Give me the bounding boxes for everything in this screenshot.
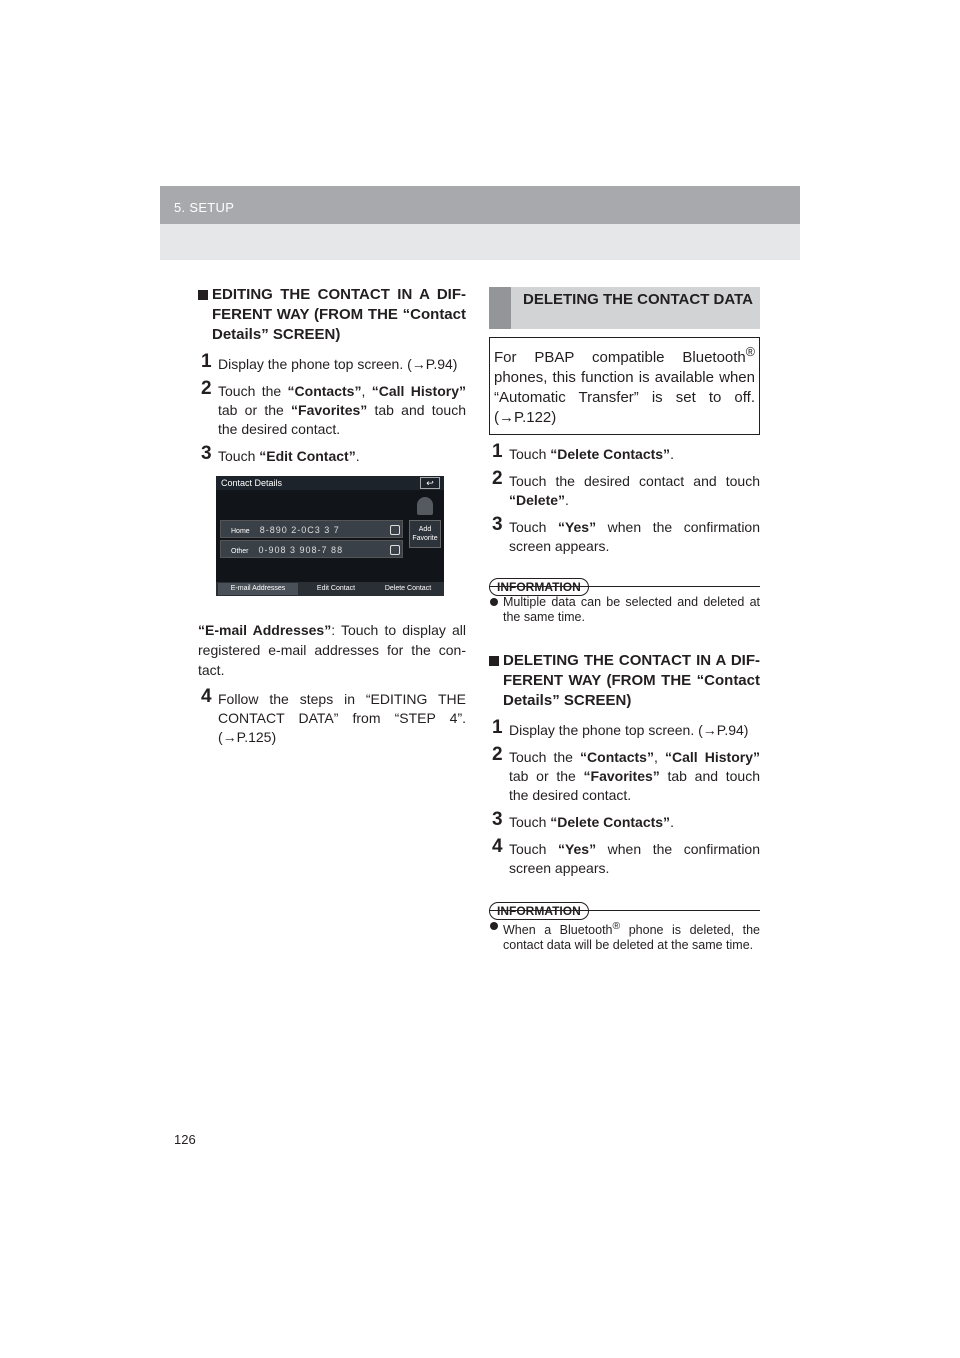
page-number: 126 bbox=[174, 1132, 196, 1147]
section-title-bar bbox=[489, 287, 760, 329]
section-label: 5. SETUP bbox=[174, 200, 235, 215]
delete-alt-step-4: 4 Touch “Yes” when the confirmation screen appears. bbox=[492, 836, 760, 876]
delete-step-1: 1 Touch “Delete Contacts”. bbox=[492, 441, 674, 462]
step-4: 4 Follow the steps in “EDITING THE CONTACT DATA” from “STEP 4”. (→P.125) bbox=[201, 686, 466, 745]
contact-details-screenshot bbox=[216, 476, 444, 596]
contact-row-other[interactable]: Other 0-908 3 908-7 88 bbox=[220, 540, 403, 558]
information-rule bbox=[489, 910, 760, 911]
contact-avatar-icon bbox=[417, 497, 433, 515]
header-subband bbox=[160, 224, 800, 260]
delete-alt-step-3: 3 Touch “Delete Contacts”. bbox=[492, 809, 674, 830]
add-favorite-button[interactable]: Add Favorite bbox=[409, 520, 441, 548]
phone-icon bbox=[390, 525, 400, 535]
subhead-deleting: DELETING THE CONTACT IN A DIF-FERENT WAY (FROM THE “Contact Details” SCREEN) bbox=[489, 651, 760, 711]
section-title: DELETING THE CONTACT DATA bbox=[523, 291, 753, 308]
header-band bbox=[160, 186, 800, 224]
delete-contact-button[interactable]: Delete Contact bbox=[384, 585, 432, 592]
delete-alt-step-2: 2 Touch the “Contacts”, “Call History” tab or the “Favorites” tab and touch the desired contact. bbox=[492, 744, 760, 803]
information-block-2 bbox=[489, 902, 760, 953]
email-description: “E-mail Addresses”: Touch to display all registered e-mail addresses for the con-tact. bbox=[198, 622, 466, 678]
note-box: For PBAP compatible Bluetooth® phones, this function is available when “Automatic Transfer” is set to off. (→P.122) bbox=[489, 337, 760, 435]
information-block-1 bbox=[489, 578, 760, 625]
square-bullet-icon bbox=[198, 290, 208, 300]
delete-step-3: 3 Touch “Yes” when the confirmation screen appears. bbox=[492, 514, 760, 554]
information-tag: INFORMATION bbox=[489, 902, 589, 920]
square-bullet-icon bbox=[489, 656, 499, 666]
delete-alt-step-1: 1 Display the phone top screen. (→P.94) bbox=[492, 717, 749, 738]
information-bullet: Multiple data can be selected and deleted at the same time. bbox=[489, 595, 760, 625]
delete-step-2: 2 Touch the desired contact and touch “Delete”. bbox=[492, 468, 760, 508]
step-1: 1 Display the phone top screen. (→P.94) bbox=[201, 351, 458, 372]
bullet-dot-icon bbox=[490, 922, 498, 930]
information-rule bbox=[489, 586, 760, 587]
step-3: 3 Touch “Edit Contact”. bbox=[201, 443, 360, 464]
left-column bbox=[198, 285, 466, 747]
subhead-editing: EDITING THE CONTACT IN A DIF-FERENT WAY (FROM THE “Contact Details” SCREEN) bbox=[198, 285, 466, 345]
information-bullet: When a Bluetooth® phone is deleted, the contact data will be deleted at the same time. bbox=[489, 919, 760, 953]
bullet-dot-icon bbox=[490, 598, 498, 606]
step-2: 2 Touch the “Contacts”, “Call History” tab or the “Favorites” tab and touch the desired contact. bbox=[201, 378, 466, 437]
information-tag: INFORMATION bbox=[489, 578, 589, 596]
email-addresses-button[interactable]: E-mail Addresses bbox=[218, 583, 298, 595]
screen-title-bar: Contact Details bbox=[216, 476, 444, 490]
section-tab bbox=[489, 287, 511, 329]
right-column bbox=[489, 287, 760, 953]
back-icon[interactable]: ↩ bbox=[420, 477, 440, 489]
phone-icon bbox=[390, 545, 400, 555]
edit-contact-button[interactable]: Edit Contact bbox=[316, 585, 356, 592]
contact-row-home[interactable]: Home 8-890 2-0C3 3 7 bbox=[220, 520, 403, 538]
